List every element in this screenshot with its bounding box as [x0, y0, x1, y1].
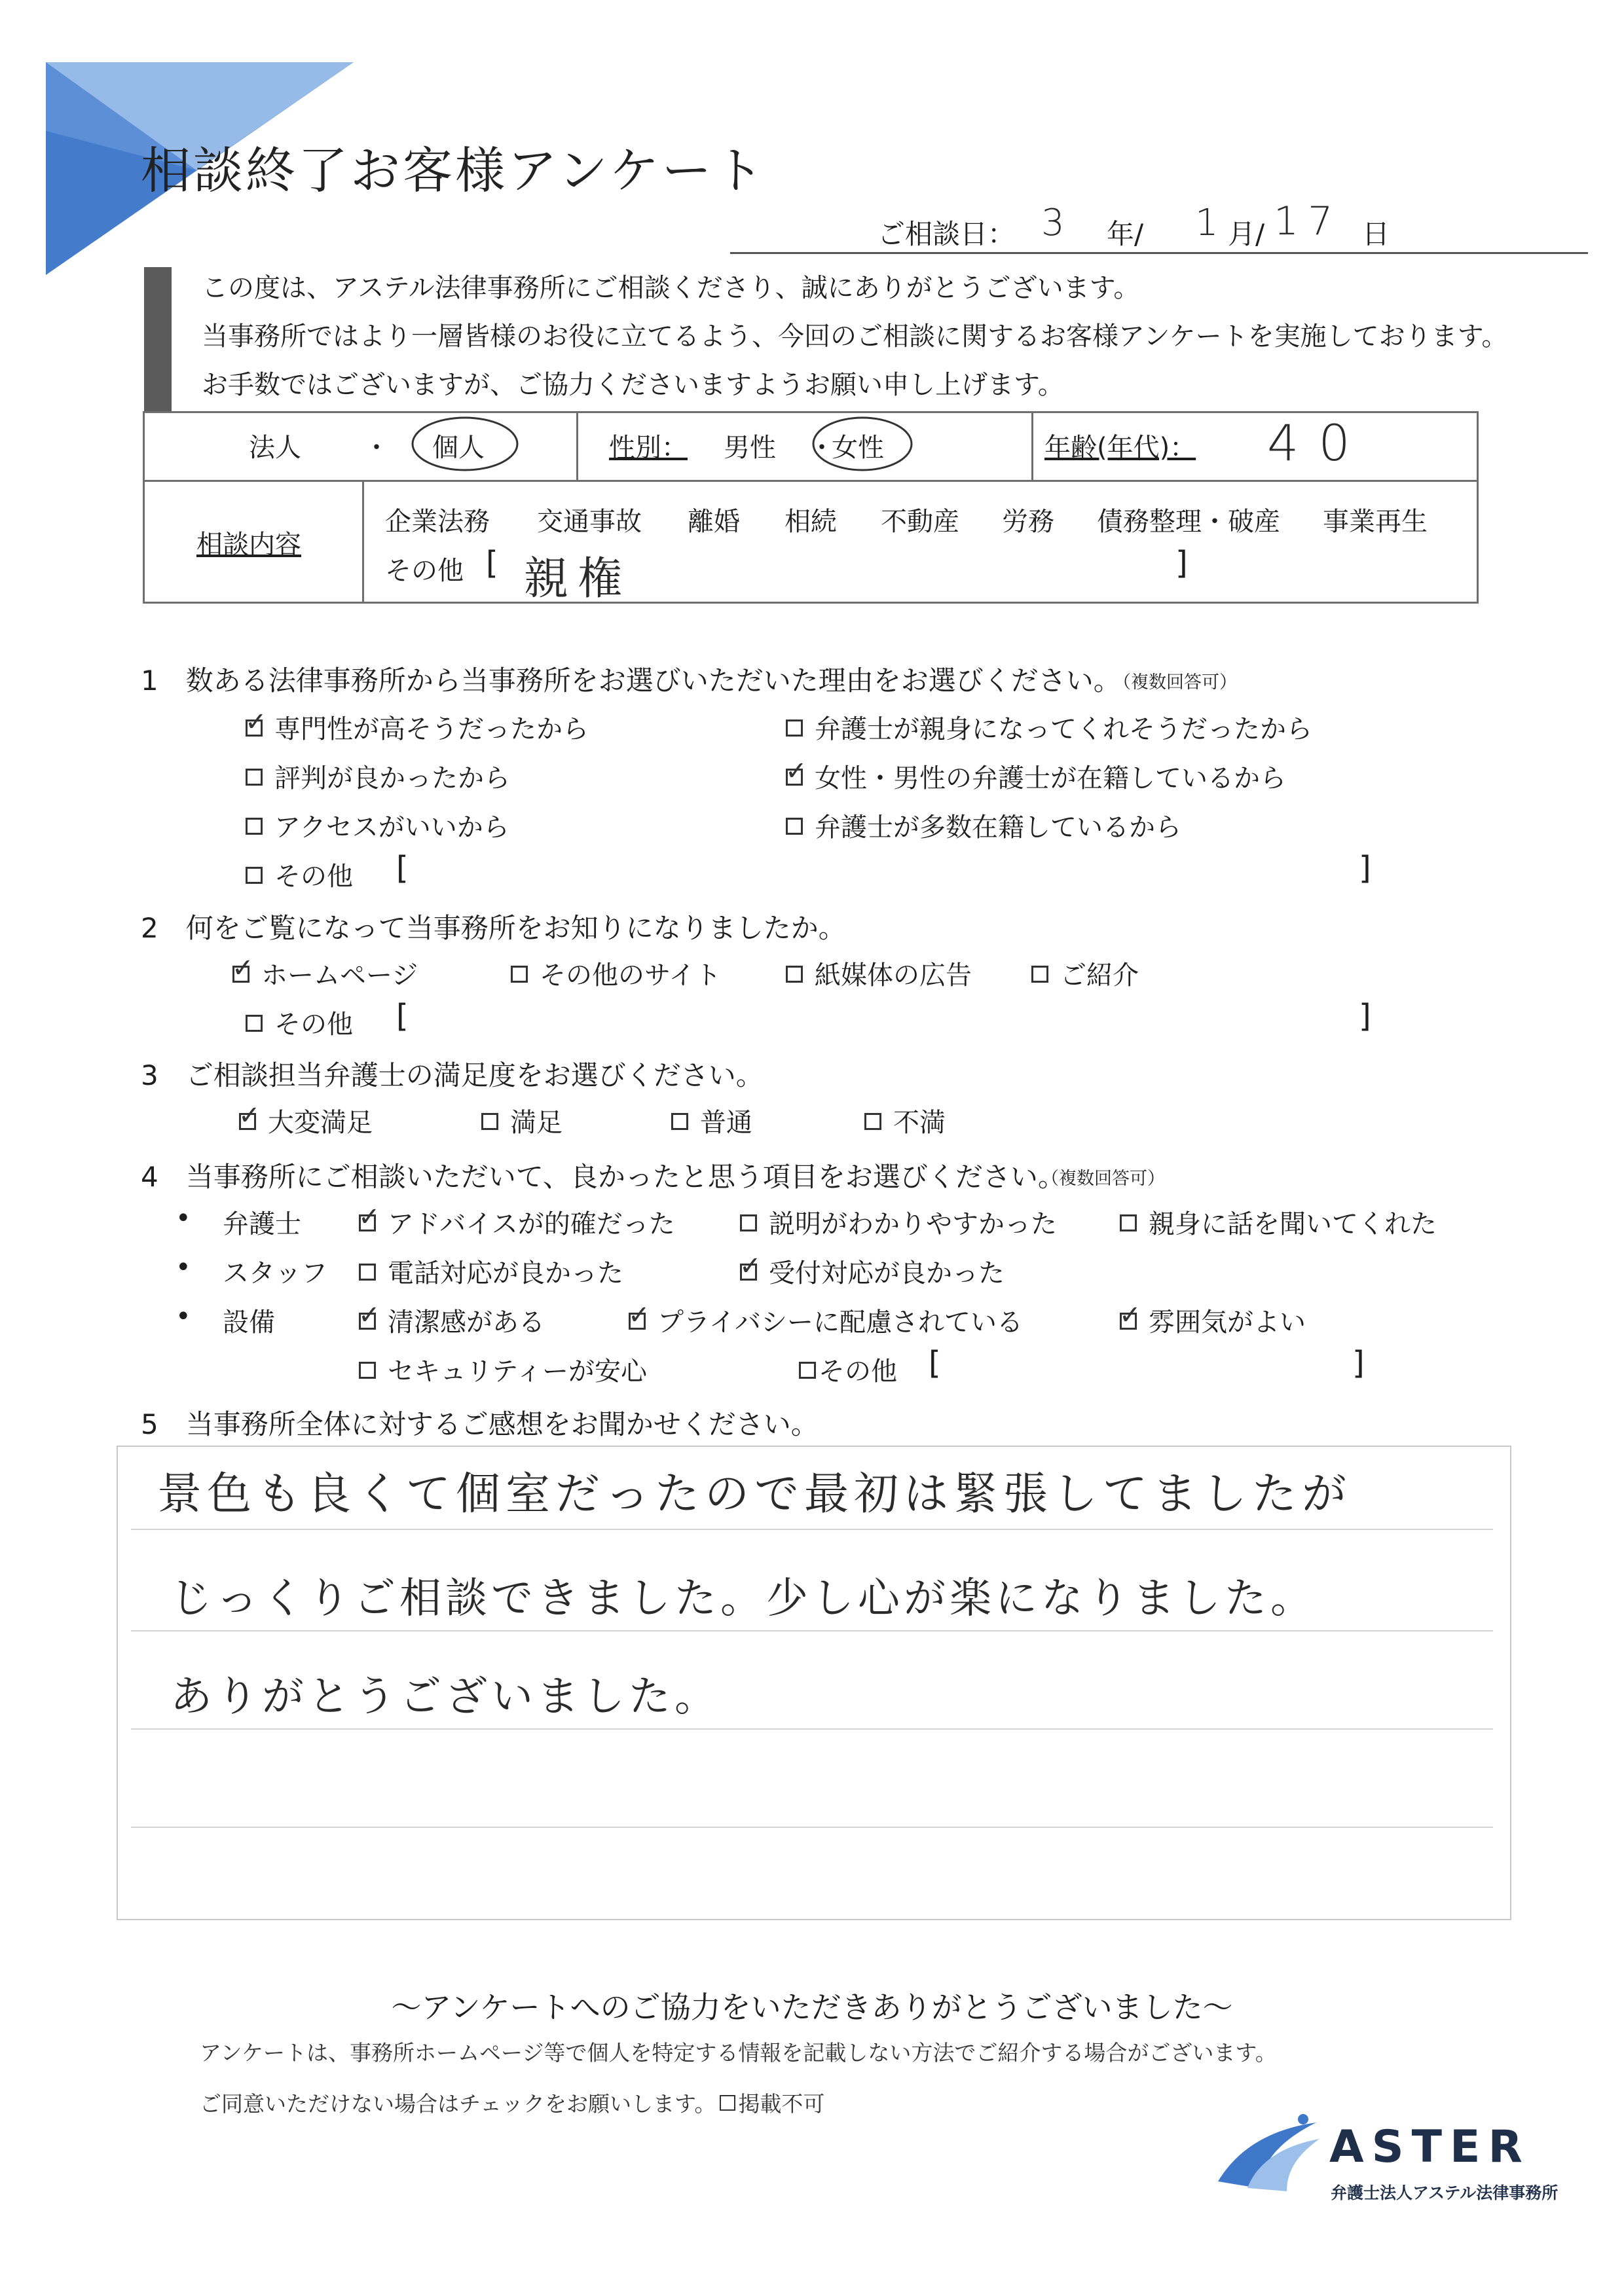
- date-underline: [730, 252, 1588, 254]
- checkbox[interactable]: [246, 818, 263, 835]
- check-mark-icon: ✓: [232, 953, 254, 983]
- comment-rule: [131, 1827, 1493, 1828]
- checkbox[interactable]: [785, 756, 807, 786]
- checkbox[interactable]: [1119, 1300, 1141, 1330]
- footer-thanks: 〜アンケートへのご協力をいただきありがとうございました〜: [391, 1990, 1233, 2025]
- grid-divider: [143, 480, 1479, 482]
- q1-note: （複数回答可）: [1113, 672, 1237, 693]
- option-label: 専門性が高そうだったから: [274, 714, 589, 744]
- option-label: ご紹介: [1060, 960, 1139, 991]
- intro-line-2: 当事務所ではより一層皆様のお役に立てるよう、今回のご相談に関するお客様アンケートを実施しております。: [202, 321, 1508, 352]
- consult-item-5: 不動産: [881, 507, 959, 537]
- footer-note-2: ご同意いただけない場合はチェックをお願いします。: [200, 2091, 716, 2117]
- consult-item-6: 労務: [1002, 507, 1054, 537]
- checkbox[interactable]: [232, 953, 254, 983]
- checkbox[interactable]: [359, 1264, 376, 1281]
- option-label: 雰囲気がよい: [1149, 1307, 1306, 1338]
- option-label: 大変満足: [268, 1108, 373, 1138]
- individual-circle: [406, 411, 524, 477]
- q1-option-1[interactable]: [246, 708, 589, 746]
- checkbox[interactable]: [739, 1251, 762, 1281]
- q2-option-2[interactable]: [511, 955, 721, 992]
- q4-staff-option-2[interactable]: [740, 1252, 1005, 1290]
- grid-vline-1: [576, 411, 578, 480]
- option-label: その他: [274, 862, 353, 892]
- q1-other-close: ]: [1359, 850, 1371, 886]
- q4-note: （複数回答可）: [1041, 1169, 1165, 1189]
- q2-option-other[interactable]: [246, 1004, 353, 1041]
- consult-other-close: ]: [1175, 545, 1188, 581]
- consult-item-8: 事業再生: [1323, 507, 1428, 537]
- consult-label: 相談内容: [196, 530, 301, 560]
- q1-option-6[interactable]: [786, 807, 1181, 844]
- intro-line-1: この度は、アステル法律事務所にご相談くださり、誠にありがとうございます。: [202, 273, 1140, 303]
- q1-option-other[interactable]: [246, 856, 353, 893]
- q1-option-5[interactable]: [246, 807, 509, 844]
- option-label: 不満: [893, 1108, 946, 1138]
- option-label: 満足: [510, 1108, 563, 1138]
- checkbox[interactable]: [358, 1300, 380, 1330]
- q2-option-1[interactable]: [232, 955, 418, 992]
- q4-facility-option-1[interactable]: [359, 1302, 545, 1339]
- q4-bullet-staff: •: [175, 1252, 191, 1283]
- q2-other-close: ]: [1359, 998, 1371, 1034]
- option-label: 普通: [700, 1108, 752, 1138]
- option-label: セキュリティーが安心: [388, 1357, 647, 1387]
- option-label: 清潔感がある: [388, 1307, 545, 1338]
- checkbox[interactable]: [786, 966, 803, 983]
- female-dot: ・: [809, 433, 835, 463]
- grid-vline-3: [362, 480, 364, 604]
- q1-option-4[interactable]: [786, 757, 1286, 795]
- q3-option-4[interactable]: [864, 1102, 946, 1139]
- consult-other-open: [: [486, 545, 498, 581]
- q1-other-open: [: [396, 850, 409, 886]
- comment-rule: [131, 1529, 1493, 1530]
- q4-lawyer-option-1[interactable]: [359, 1203, 675, 1241]
- consult-item-1: 企業法務: [385, 507, 490, 537]
- option-label: 電話対応が良かった: [388, 1258, 623, 1288]
- check-mark-icon: ✓: [245, 707, 267, 737]
- q4-category-facility: 設備: [223, 1307, 275, 1338]
- logo-subtitle: 弁護士法人アステル法律事務所: [1331, 2183, 1559, 2202]
- q1-text: 1 数ある法律事務所から当事務所をお選びいただいた理由をお選びください。: [141, 665, 1121, 697]
- logo-name: ASTER: [1329, 2121, 1530, 2173]
- q1-option-2[interactable]: [786, 708, 1312, 746]
- checkbox[interactable]: [1031, 966, 1048, 983]
- check-mark-icon: ✓: [739, 1251, 762, 1281]
- comment-line-1: 景色も良くて個室だったので最初は緊張してましたが: [157, 1468, 1352, 1520]
- q2-text: 2 何をご覧になって当事務所をお知りになりましたか。: [141, 912, 846, 944]
- checkbox[interactable]: [799, 1362, 816, 1379]
- footer-note-2-row: [200, 2087, 824, 2118]
- date-month-unit: 月/: [1228, 218, 1265, 250]
- q4-category-lawyer: 弁護士: [223, 1209, 301, 1239]
- q2-other-open: [: [396, 998, 409, 1034]
- aster-logo-icon: [1211, 2109, 1323, 2195]
- q4-facility-option-2[interactable]: [629, 1302, 1023, 1339]
- option-label: 弁護士が多数在籍しているから: [815, 812, 1181, 843]
- comment-line-2: じっくりご相談できました。少し心が楽になりました。: [170, 1575, 1316, 1623]
- grid-vline-2: [1031, 411, 1033, 480]
- checkbox[interactable]: [359, 1362, 376, 1379]
- date-day: 17: [1274, 198, 1342, 244]
- optout-label: 掲載不可: [738, 2091, 825, 2117]
- q4-other-open: [: [929, 1345, 941, 1381]
- date-month: 1: [1195, 202, 1228, 244]
- consult-item-4: 相続: [784, 507, 837, 537]
- option-label: その他: [274, 1010, 353, 1040]
- option-label: プライバシーに配慮されている: [657, 1307, 1023, 1338]
- q3-option-1[interactable]: [239, 1102, 373, 1139]
- comment-rule: [131, 1630, 1493, 1631]
- q4-lawyer-option-2[interactable]: [740, 1203, 1057, 1241]
- check-mark-icon: ✓: [358, 1202, 380, 1232]
- q4-bullet-facility: •: [175, 1302, 191, 1332]
- q4-other-close: ]: [1352, 1345, 1365, 1381]
- q2-option-3[interactable]: [786, 955, 972, 992]
- consult-other-label: その他: [385, 556, 464, 586]
- check-mark-icon: ✓: [1119, 1300, 1141, 1330]
- option-label: ホームページ: [261, 960, 418, 991]
- check-mark-icon: ✓: [628, 1300, 650, 1330]
- option-label: 女性・男性の弁護士が在籍しているから: [815, 763, 1286, 793]
- checkbox[interactable]: [246, 1015, 263, 1032]
- page-title: 相談終了お客様アンケート: [141, 141, 767, 200]
- q4-text: 4 当事務所にご相談いただいて、良かったと思う項目をお選びください。: [141, 1161, 1065, 1193]
- q3-option-3[interactable]: [671, 1102, 752, 1139]
- option-label: 紙媒体の広告: [815, 960, 972, 991]
- checkbox[interactable]: [511, 966, 528, 983]
- checkbox[interactable]: [238, 1101, 261, 1131]
- date-year-unit: 年/: [1107, 218, 1144, 250]
- intro-bar: [144, 267, 172, 412]
- option-label: その他のサイト: [540, 960, 722, 991]
- male-label: 男性: [724, 433, 776, 463]
- checkbox[interactable]: [628, 1300, 650, 1330]
- gender-label: 性別：: [609, 433, 688, 463]
- comment-rule: [131, 1728, 1493, 1730]
- date-day-unit: 日: [1362, 218, 1390, 250]
- option-label: アドバイスが的確だった: [388, 1209, 675, 1239]
- optout-checkbox[interactable]: [720, 2095, 735, 2111]
- checkbox[interactable]: [740, 1214, 757, 1231]
- checkbox[interactable]: [864, 1113, 881, 1130]
- individual-label: 個人: [432, 433, 485, 463]
- date-label: ご相談日：: [877, 218, 1016, 250]
- checkbox[interactable]: [358, 1202, 380, 1232]
- checkbox[interactable]: [246, 769, 263, 786]
- q5-text: 5 当事務所全体に対するご感想をお聞かせください。: [141, 1408, 819, 1440]
- female-circle: [807, 411, 918, 477]
- check-mark-icon: ✓: [785, 756, 807, 786]
- q4-lawyer-option-3[interactable]: [1120, 1203, 1437, 1241]
- consult-other-value: 親権: [524, 553, 632, 605]
- option-label: アクセスがいいから: [274, 812, 509, 843]
- profile-dot: ・: [363, 433, 390, 463]
- q3-option-2[interactable]: [481, 1102, 563, 1139]
- checkbox[interactable]: [245, 707, 267, 737]
- checkbox[interactable]: [1120, 1214, 1137, 1231]
- option-label: 受付対応が良かった: [769, 1258, 1005, 1288]
- checkbox[interactable]: [786, 818, 803, 835]
- option-label: 説明がわかりやすかった: [769, 1209, 1057, 1239]
- q4-category-staff: スタッフ: [223, 1258, 327, 1288]
- q1-option-3[interactable]: [246, 757, 510, 795]
- option-label: 弁護士が親身になってくれそうだったから: [815, 714, 1312, 744]
- option-label: 親身に話を聞いてくれた: [1149, 1209, 1437, 1239]
- consult-item-7: 債務整理・破産: [1097, 507, 1280, 537]
- age-label: 年齢(年代)：: [1044, 433, 1196, 463]
- checkbox[interactable]: [786, 720, 803, 737]
- q4-facility-option-3[interactable]: [1120, 1302, 1306, 1339]
- intro-line-3: お手数ではございますが、ご協力くださいますようお願い申し上げます。: [202, 370, 1064, 400]
- footer-note-1: アンケートは、事務所ホームページ等で個人を特定する情報を記載しない方法でご紹介する場合がございます。: [200, 2040, 1277, 2066]
- q2-option-4[interactable]: [1031, 955, 1139, 992]
- q4-facility-option-other[interactable]: [799, 1351, 897, 1388]
- female-label: 女性: [832, 433, 884, 463]
- q4-facility-option-4[interactable]: [359, 1351, 647, 1388]
- corp-label: 法人: [249, 433, 301, 463]
- q4-staff-option-1[interactable]: [359, 1252, 623, 1290]
- option-label: 評判が良かったから: [274, 763, 510, 793]
- checkbox[interactable]: [481, 1113, 498, 1130]
- option-label: その他: [819, 1357, 897, 1387]
- checkbox[interactable]: [246, 867, 263, 884]
- check-mark-icon: ✓: [358, 1300, 380, 1330]
- comment-line-3: ありがとうございました。: [170, 1673, 720, 1721]
- q3-text: 3 ご相談担当弁護士の満足度をお選びください。: [141, 1059, 764, 1091]
- consult-item-3: 離婚: [688, 507, 740, 537]
- check-mark-icon: ✓: [238, 1101, 261, 1131]
- age-value: 40: [1267, 414, 1370, 472]
- date-year: 3: [1041, 202, 1074, 244]
- checkbox[interactable]: [671, 1113, 688, 1130]
- q4-bullet-lawyer: •: [175, 1203, 191, 1233]
- consult-item-2: 交通事故: [537, 507, 642, 537]
